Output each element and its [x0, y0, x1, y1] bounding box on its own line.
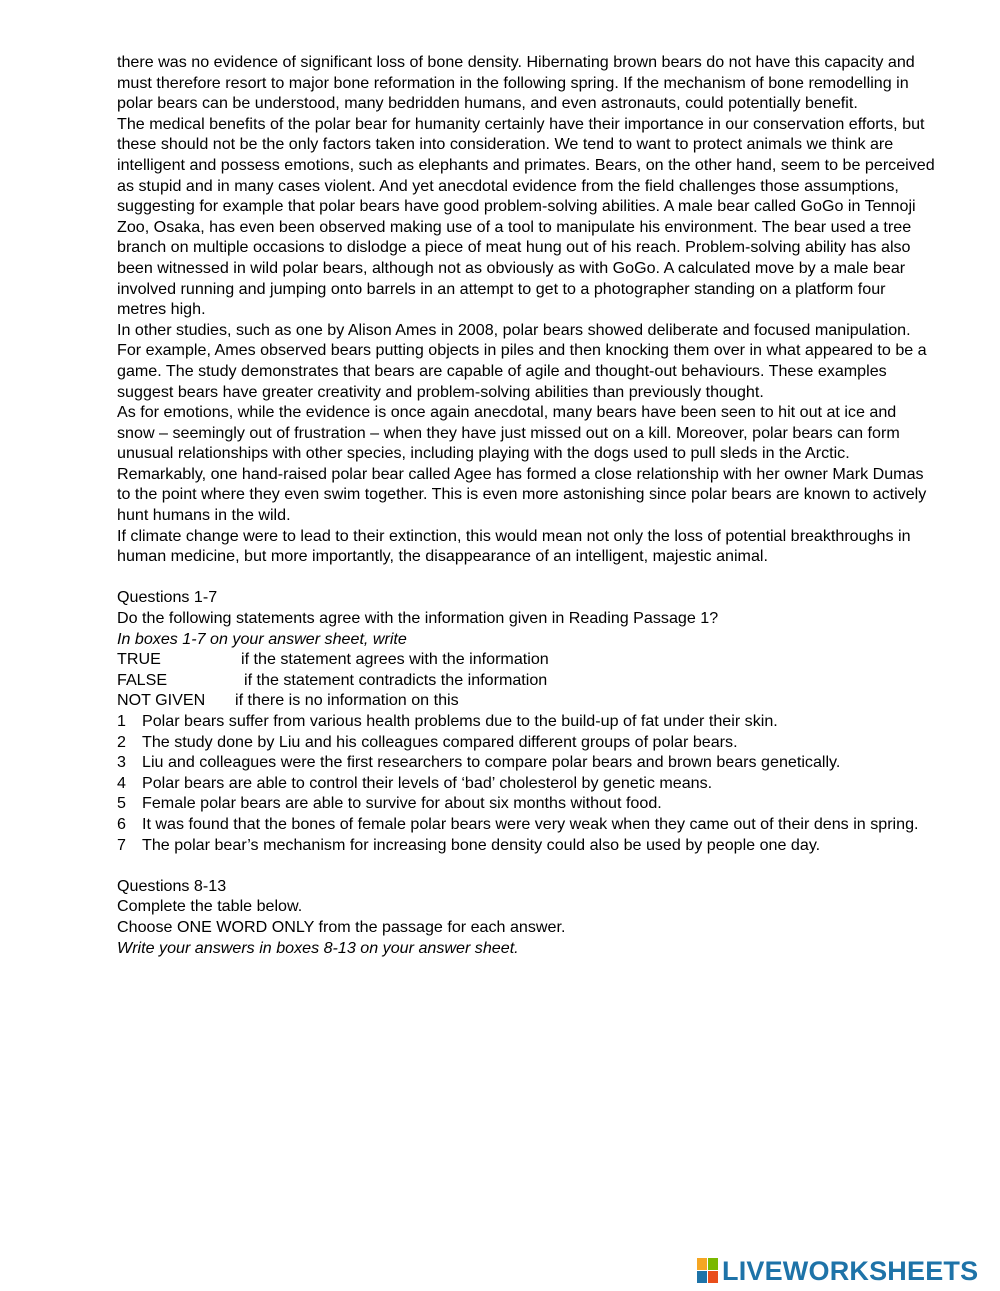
- questions-8-13-heading: Questions 8-13: [117, 876, 227, 895]
- definition-term: NOT GIVEN: [117, 691, 206, 710]
- definition-true: [117, 649, 937, 670]
- question-text: Liu and colleagues were the first researchers to compare polar bears and brown bears genetically.: [142, 753, 841, 772]
- logo-block: [697, 1258, 707, 1270]
- questions-1-7-instruction-italic: In boxes 1-7 on your answer sheet, write: [117, 629, 407, 648]
- question-item: [117, 793, 937, 814]
- worksheet-content: [117, 52, 937, 958]
- questions-8-13-line-italic: Write your answers in boxes 8-13 on your answer sheet.: [117, 938, 519, 957]
- logo-text: LIVEWORKSHEETS: [722, 1255, 979, 1286]
- definition-meaning: if the statement agrees with the information: [241, 650, 549, 669]
- definition-meaning: if there is no information on this: [235, 691, 459, 710]
- passage-paragraph: In other studies, such as one by Alison Ames in 2008, polar bears showed deliberate and focused manipulation. For example, Ames observed bears putting objects in piles and then knocking them over in what appeared to be a game. The study demonstrates that bears are capable of agile and thought-out behaviours. These examples suggest bears have greater creativity and problem-solving abilities than previously thought.: [117, 320, 927, 401]
- logo-block: [708, 1271, 718, 1283]
- question-number: 7: [117, 835, 126, 854]
- liveworksheets-logo[interactable]: [697, 1256, 978, 1286]
- passage-paragraph: The medical benefits of the polar bear for humanity certainly have their importance in our conservation efforts, but these should not be the only factors taken into consideration. We tend to want to protect animals we think are intelligent and possess emotions, such as elephants and primates. Bears, on the other hand, seem to be perceived as stupid and in many cases violent. And yet anecdotal evidence from the field challenges those assumptions, suggesting for example that polar bears have good problem-solving abilities. A male bear called GoGo in Tennoji Zoo, Osaka, has even been observed making use of a tool to manipulate his environment. The bear used a tree branch on multiple occasions to dislodge a piece of meat hung out of his reach. Problem-solving ability has also been witnessed in wild polar bears, although not as obviously as with GoGo. A calculated move by a male bear involved running and jumping onto barrels in an attempt to get to a photographer standing on a platform four metres high.: [117, 114, 935, 319]
- question-text: Female polar bears are able to survive for about six months without food.: [142, 794, 662, 813]
- questions-8-13-line: Complete the table below.: [117, 897, 303, 916]
- questions-1-7-heading: Questions 1-7: [117, 588, 218, 607]
- definition-false: [117, 670, 937, 691]
- question-item: [117, 773, 937, 794]
- passage-paragraph: If climate change were to lead to their extinction, this would mean not only the loss of potential breakthroughs in human medicine, but more importantly, the disappearance of an intelligent, majestic animal.: [117, 526, 911, 566]
- question-number: 3: [117, 753, 126, 772]
- question-number: 6: [117, 814, 126, 833]
- question-text: The study done by Liu and his colleagues compared different groups of polar bears.: [142, 732, 738, 751]
- logo-block: [708, 1258, 718, 1270]
- question-item: [117, 835, 937, 856]
- questions-8-13-line: Choose ONE WORD ONLY from the passage for each answer.: [117, 917, 566, 936]
- definition-term: FALSE: [117, 670, 168, 689]
- question-text: The polar bear’s mechanism for increasing bone density could also be used by people one day.: [142, 835, 821, 854]
- question-text: It was found that the bones of female polar bears were very weak when they came out of their dens in spring.: [142, 814, 919, 833]
- question-item: [117, 711, 937, 732]
- question-item: [117, 732, 937, 753]
- question-text: Polar bears are able to control their levels of ‘bad’ cholesterol by genetic means.: [142, 773, 713, 792]
- question-number: 2: [117, 732, 126, 751]
- definition-not-given: [117, 690, 937, 711]
- liveworksheets-logo-icon: [697, 1258, 719, 1284]
- passage-paragraph: As for emotions, while the evidence is once again anecdotal, many bears have been seen to hit out at ice and snow – seemingly out of frustration – when they have just missed out on a kill. Moreover, polar bears can form unusual relationships with other species, including playing with the dogs used to pull sleds in the Arctic. Remarkably, one hand-raised polar bear called Agee has formed a close relationship with her owner Mark Dumas to the point where they even swim together. This is even more astonishing since polar bears are known to actively hunt humans in the wild.: [117, 403, 927, 525]
- definition-term: TRUE: [117, 650, 161, 669]
- question-text: Polar bears suffer from various health problems due to the build-up of fat under their skin.: [142, 712, 778, 730]
- question-item: [117, 752, 937, 773]
- question-number: 5: [117, 794, 126, 813]
- definition-meaning: if the statement contradicts the information: [244, 670, 548, 689]
- logo-block: [697, 1271, 707, 1283]
- question-item: [117, 814, 937, 835]
- question-number: 1: [117, 712, 126, 730]
- passage-paragraph: there was no evidence of significant loss of bone density. Hibernating brown bears do not have this capacity and must therefore resort to major bone reformation in the following spring. If the mechanism of bone remodelling in polar bears can be understood, many bedridden humans, and even astronauts, could potentially benefit.: [117, 53, 915, 113]
- questions-1-7-instruction: Do the following statements agree with the information given in Reading Passage 1?: [117, 609, 719, 628]
- question-number: 4: [117, 773, 126, 792]
